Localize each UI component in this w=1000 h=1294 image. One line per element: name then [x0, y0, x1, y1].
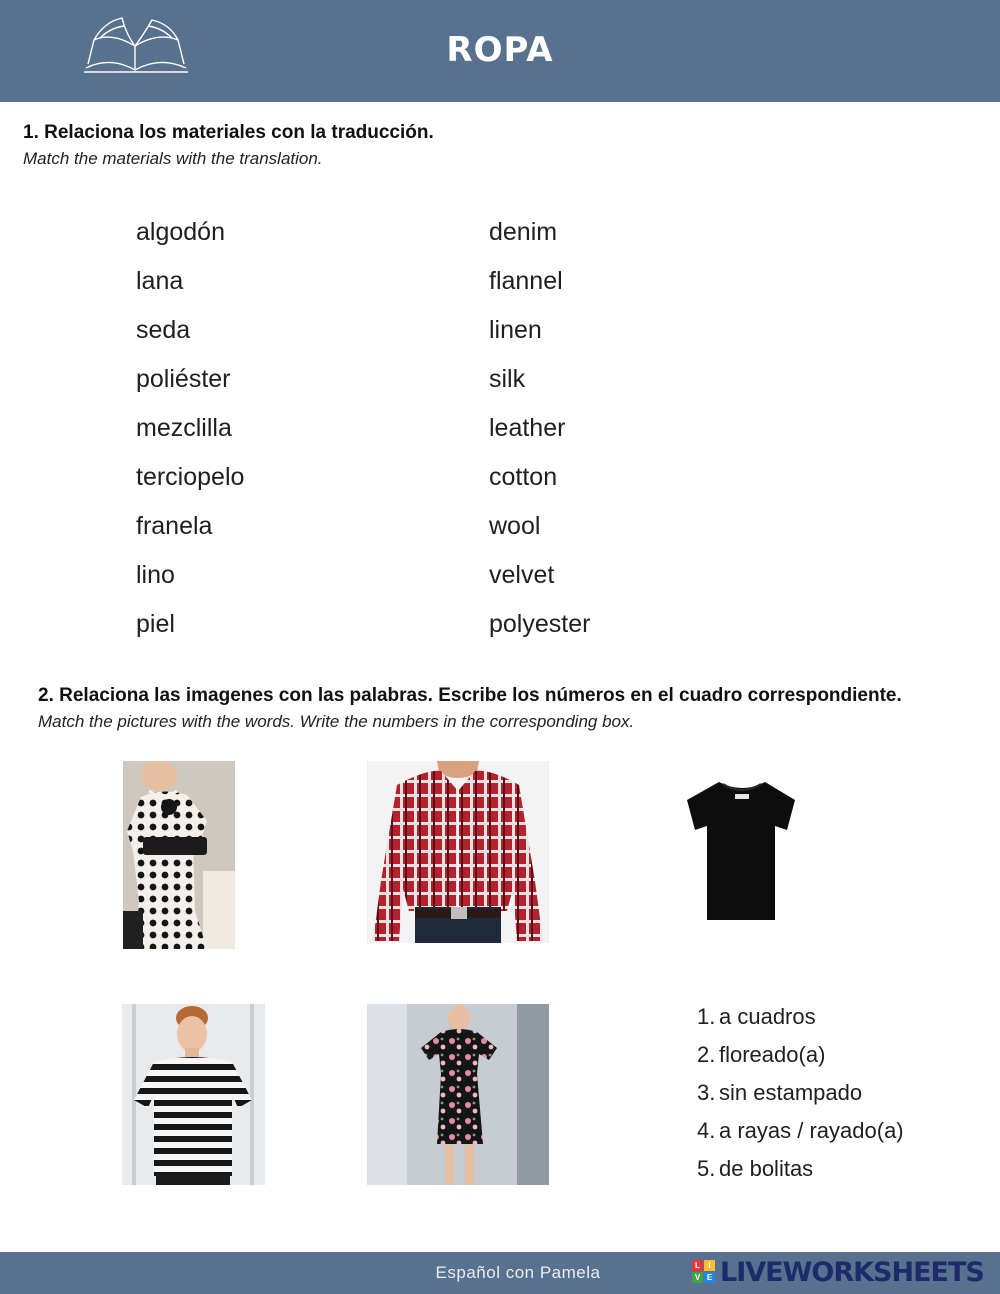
- english-translation[interactable]: velvet: [489, 561, 555, 589]
- polka-dot-dress-picture: [123, 761, 235, 949]
- list-item: 2. floreado(a): [697, 1042, 826, 1067]
- striped-tshirt-picture: [122, 1004, 265, 1185]
- spanish-material[interactable]: lino: [136, 561, 175, 589]
- section-1-title: 1. Relaciona los materiales con la traducción.: [23, 122, 434, 143]
- section-2-subtitle: Match the pictures with the words. Write the numbers in the corresponding box.: [38, 712, 635, 731]
- pattern-options-list: [697, 998, 904, 1188]
- english-translations-list: [489, 212, 590, 653]
- liveworksheets-wordmark: LIVEWORKSHEETS: [720, 1257, 984, 1288]
- english-translation[interactable]: flannel: [489, 267, 563, 295]
- spanish-material[interactable]: mezclilla: [136, 414, 232, 442]
- spanish-material[interactable]: poliéster: [136, 365, 231, 393]
- spanish-material[interactable]: seda: [136, 316, 191, 344]
- footer-bar: [0, 1252, 1000, 1294]
- floral-dress-picture: [367, 1004, 549, 1185]
- spanish-materials-list: [136, 212, 244, 653]
- english-translation[interactable]: denim: [489, 218, 558, 246]
- section-1-subtitle: Match the materials with the translation.: [23, 149, 323, 168]
- header-bar: [0, 0, 1000, 102]
- footer-credit: Español con Pamela: [435, 1263, 601, 1282]
- list-item: 5. de bolitas: [697, 1156, 814, 1181]
- spanish-material[interactable]: terciopelo: [136, 463, 245, 491]
- list-item: 4. a rayas / rayado(a): [697, 1118, 904, 1143]
- english-translation[interactable]: silk: [489, 365, 526, 393]
- english-translation[interactable]: cotton: [489, 463, 558, 491]
- page-title: ROPA: [446, 30, 554, 70]
- english-translation[interactable]: linen: [489, 316, 542, 344]
- liveworksheets-icon: L I V E: [692, 1260, 716, 1284]
- spanish-material[interactable]: piel: [136, 610, 175, 638]
- english-translation[interactable]: leather: [489, 414, 566, 442]
- list-item: 3. sin estampado: [697, 1080, 863, 1105]
- plain-black-tshirt-picture: [683, 778, 801, 924]
- english-translation[interactable]: wool: [489, 512, 541, 540]
- english-translation[interactable]: polyester: [489, 610, 591, 638]
- spanish-material[interactable]: lana: [136, 267, 184, 295]
- section-2-title: 2. Relaciona las imagenes con las palabras. Escribe los números en el cuadro correspondiente.: [38, 685, 902, 706]
- spanish-material[interactable]: franela: [136, 512, 213, 540]
- plaid-shirt-picture: [367, 761, 549, 943]
- spanish-material[interactable]: algodón: [136, 218, 225, 246]
- list-item: 1. a cuadros: [697, 1004, 816, 1029]
